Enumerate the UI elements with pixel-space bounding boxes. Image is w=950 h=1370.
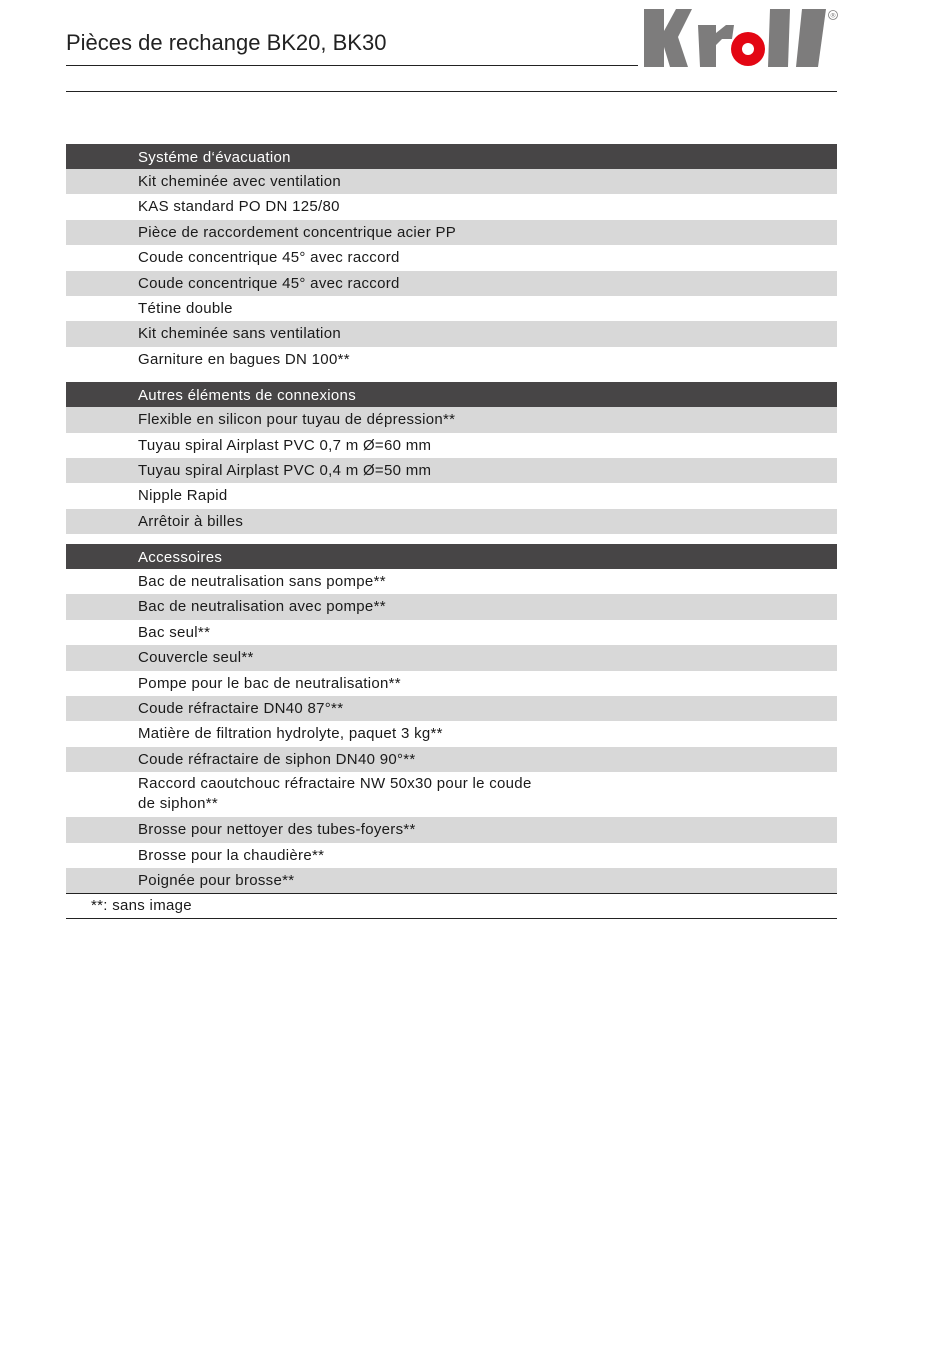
table-row: Kit cheminée avec ventilation <box>66 169 837 194</box>
table-row: Couvercle seul** <box>66 645 837 670</box>
header-divider <box>66 91 837 92</box>
table-row: Matière de filtration hydrolyte, paquet 3 kg** <box>138 725 443 743</box>
table-row: Kit cheminée sans ventilation <box>66 321 837 346</box>
section-connexions <box>66 382 837 534</box>
table-row: KAS standard PO DN 125/80 <box>138 198 340 216</box>
table-row: Coude réfractaire DN40 87°** <box>66 696 837 721</box>
section-header: Accessoires <box>66 544 837 569</box>
table-row: Pièce de raccordement concentrique acier PP <box>66 220 837 245</box>
spare-parts-table <box>66 144 837 919</box>
logo-letter-r <box>698 25 734 67</box>
table-row: Tuyau spiral Airplast PVC 0,7 m Ø=60 mm <box>138 436 432 454</box>
table-row: Coude concentrique 45° avec raccord <box>66 271 837 296</box>
table-row: Coude réfractaire de siphon DN40 90°** <box>66 747 837 772</box>
table-row: Bac de neutralisation avec pompe** <box>66 594 837 619</box>
table-row: Arrêtoir à billes <box>66 509 837 534</box>
table-row: Flexible en silicon pour tuyau de dépression** <box>66 407 837 432</box>
table-row: Garniture en bagues DN 100** <box>138 350 350 368</box>
section-header: Systéme d‘évacuation <box>66 144 837 169</box>
logo-letter-l1 <box>768 9 790 67</box>
footnote: **: sans image <box>66 894 837 919</box>
registered-mark: ® <box>829 11 837 20</box>
table-row: Pompe pour le bac de neutralisation** <box>138 674 401 692</box>
table-row: Poignée pour brosse** <box>66 868 837 893</box>
table-row: Tuyau spiral Airplast PVC 0,4 m Ø=50 mm <box>66 458 837 483</box>
table-row: Coude concentrique 45° avec raccord <box>138 249 400 267</box>
table-row: Tétine double <box>138 299 233 317</box>
kroll-logo <box>642 7 840 69</box>
table-row: Brosse pour nettoyer des tubes-foyers** <box>66 817 837 842</box>
title-underline <box>66 65 638 66</box>
table-row: Bac seul** <box>138 623 211 641</box>
logo-letter-k <box>644 9 692 67</box>
table-row: Raccord caoutchouc réfractaire NW 50x30 pour le coude de siphon** <box>138 775 532 813</box>
table-row: Nipple Rapid <box>138 487 228 505</box>
section-header: Autres éléments de connexions <box>66 382 837 407</box>
table-row: Brosse pour la chaudière** <box>138 846 325 864</box>
section-evacuation <box>66 144 837 372</box>
section-accessoires <box>66 544 837 893</box>
page-title: Pièces de rechange BK20, BK30 <box>66 30 387 55</box>
logo-letter-l2 <box>796 9 826 67</box>
table-row: Bac de neutralisation sans pompe** <box>138 573 386 591</box>
